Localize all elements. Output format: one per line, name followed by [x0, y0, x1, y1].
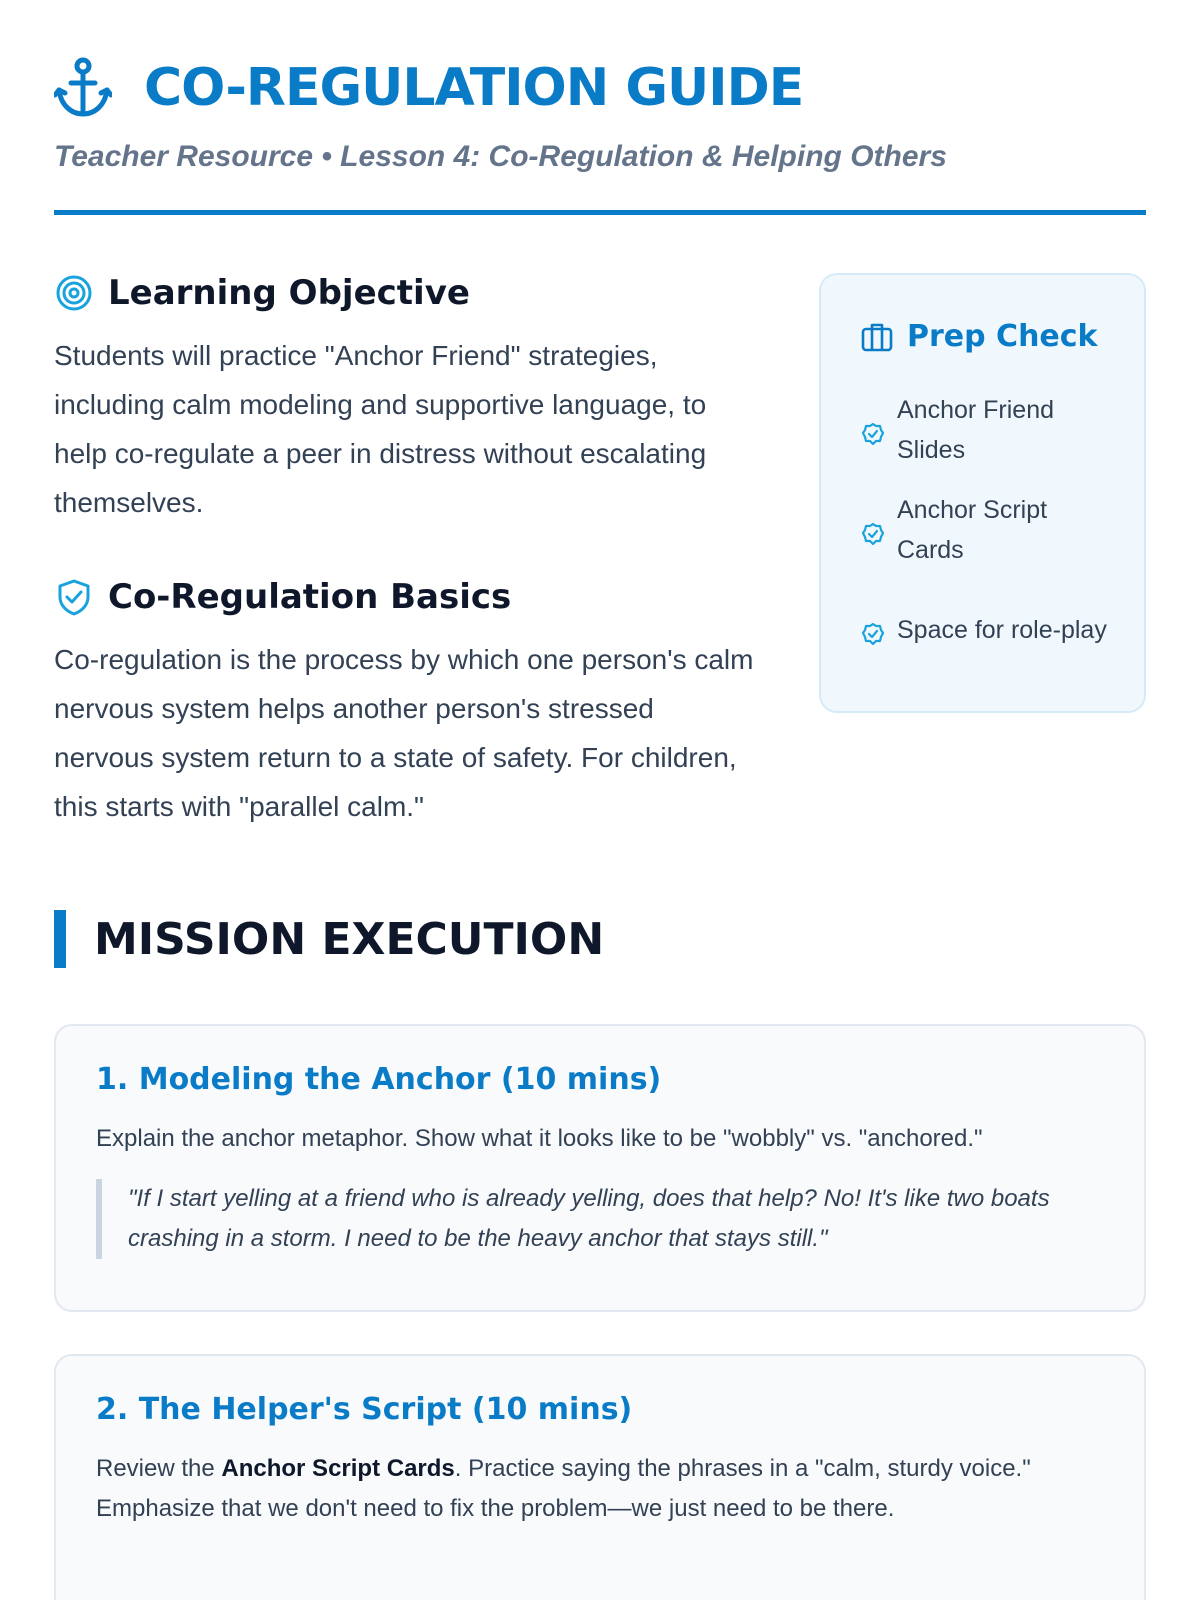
learning-objective-text: Students will practice "Anchor Friend" strategies, including calm modeling and supportive language, to help co-regulate a peer in distress without escalating themselves.	[54, 340, 707, 518]
step-description	[96, 1449, 1104, 1529]
step-text-after: . Practice saying the phrases in a "calm, sturdy voice." Emphasize that we don't need to fix the problem—we just need to be there.	[96, 1455, 1031, 1522]
prep-check-title: Prep Check	[907, 319, 1098, 354]
prep-item-label: Space for role-play	[897, 616, 1107, 644]
co-regulation-basics-title: Co-Regulation Basics	[108, 577, 512, 617]
step-card-helpers-script	[54, 1354, 1146, 1600]
prep-item-label: Anchor Script Cards	[897, 496, 1048, 564]
prep-item-slides	[861, 380, 1114, 480]
shield-check-icon	[54, 577, 94, 617]
step-title: 1. Modeling the Anchor (10 mins)	[96, 1062, 662, 1097]
co-regulation-basics-section	[54, 577, 754, 831]
target-icon	[54, 273, 94, 313]
prep-check-heading	[861, 319, 1114, 354]
learning-objective-section	[54, 273, 754, 527]
step-card-modeling-anchor	[54, 1024, 1146, 1312]
title-row	[54, 56, 1146, 120]
header	[54, 0, 1146, 215]
co-regulation-basics-heading	[54, 577, 754, 617]
check-badge-icon	[861, 518, 885, 542]
prep-item-label: Anchor Friend Slides	[897, 396, 1055, 464]
page-subtitle: Teacher Resource • Lesson 4: Co-Regulation & Helping Others	[54, 140, 947, 173]
prep-check-panel	[819, 273, 1146, 713]
prep-check-list	[861, 380, 1114, 680]
step-description: Explain the anchor metaphor. Show what it looks like to be "wobbly" vs. "anchored."	[96, 1125, 983, 1152]
step-title: 2. The Helper's Script (10 mins)	[96, 1392, 633, 1427]
step-text-bold: Anchor Script Cards	[221, 1455, 455, 1482]
section-accent-bar	[54, 910, 66, 968]
mission-execution-heading	[54, 910, 604, 968]
briefcase-icon	[861, 320, 895, 354]
left-column	[54, 273, 754, 831]
learning-objective-title: Learning Objective	[108, 273, 470, 313]
top-section	[54, 215, 1146, 822]
page-title: CO-REGULATION GUIDE	[144, 58, 804, 118]
prep-item-script-cards	[861, 480, 1114, 580]
step-text-before: Review the	[96, 1455, 222, 1482]
step-quote: "If I start yelling at a friend who is already yelling, does that help? No! It's like two boats crashing in a storm. I need to be the heavy anchor that stays still."	[96, 1179, 1104, 1259]
mission-execution-title: MISSION EXECUTION	[94, 913, 605, 965]
prep-item-role-play-space	[861, 580, 1114, 680]
lesson-page	[54, 0, 1146, 1522]
co-regulation-basics-text: Co-regulation is the process by which one person's calm nervous system helps another person's stressed nervous system return to a state of safety. For children, this starts with "parallel calm."	[54, 644, 754, 822]
learning-objective-heading	[54, 273, 754, 313]
check-badge-icon	[861, 618, 885, 642]
anchor-icon	[54, 57, 116, 119]
check-badge-icon	[861, 418, 885, 442]
